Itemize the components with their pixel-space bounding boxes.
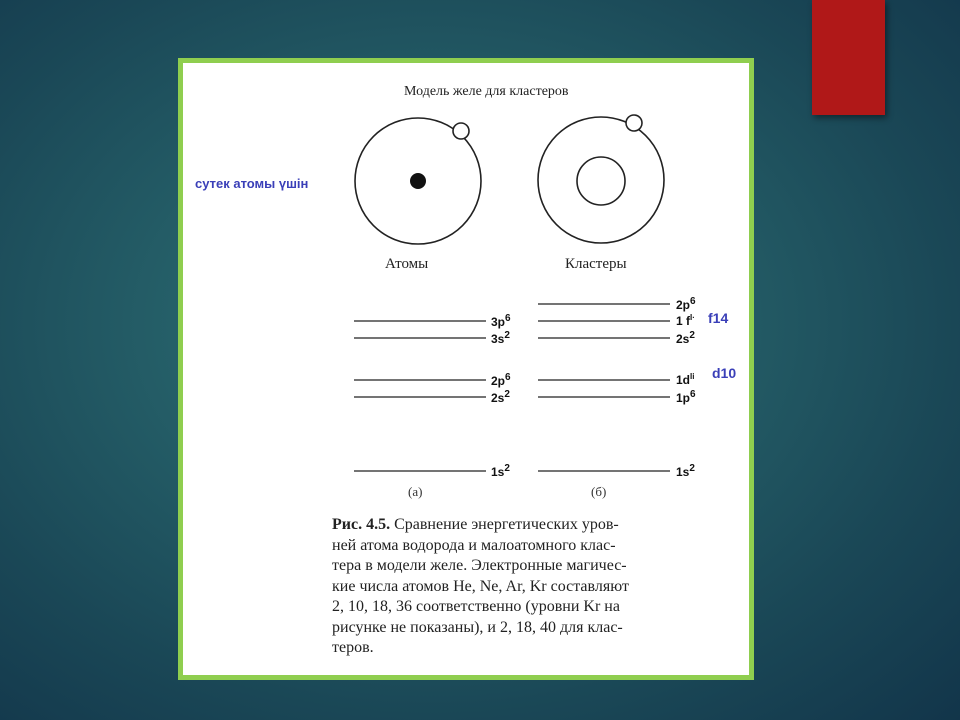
level-label-a-2s: $2s^2$: [491, 389, 510, 405]
level-label-b-1s: $1s^2$: [676, 463, 695, 479]
level-label-a-1s: $1s^2$: [491, 463, 510, 479]
level-label-b-2p: $2p^6$: [676, 296, 696, 312]
caption-line-7: теров.: [332, 639, 374, 656]
caption-line-2: ней атома водорода и малоатомного клас-: [332, 536, 616, 554]
atoms-label: Атомы: [385, 256, 429, 272]
atom-nucleus: [410, 173, 426, 189]
f14-annotation: f14: [708, 310, 729, 326]
caption-line-5: 2, 10, 18, 36 соответственно (уровни Kr на: [332, 598, 620, 615]
caption-line-4: кие числа атомов He, Ne, Ar, Kr составляют: [332, 577, 629, 595]
cluster-inner-core: [577, 157, 625, 205]
d10-annotation: d10: [712, 365, 737, 381]
cluster-outer-shell: [538, 117, 664, 243]
level-label-a-2p: $2p^6$: [491, 372, 511, 388]
atom-electron: [453, 123, 469, 139]
clusters-label: Кластеры: [565, 256, 627, 272]
caption-line-6: рисунке не показаны), и 2, 18, 40 для клас-: [332, 618, 623, 636]
caption-line-3: тера в модели желе. Электронные магичес-: [332, 557, 627, 574]
figure-title: Модель желе для кластеров: [404, 84, 569, 99]
subfigure-b-label: (б): [591, 484, 607, 499]
caption-reference: Рис. 4.5.: [332, 516, 391, 533]
level-label-b-2s: $2s^2$: [676, 330, 695, 346]
level-label-b-1d: $1d^{Ii}$: [676, 372, 695, 387]
level-label-a-3s: $3s^2$: [491, 330, 510, 346]
cluster-electron: [626, 115, 642, 131]
level-label-a-3p: $3p^6$: [491, 313, 511, 329]
level-label-b-1p: $1p^6$: [676, 389, 696, 405]
hydrogen-annotation: сутек атомы үшін: [195, 176, 309, 191]
figure-caption: [332, 515, 742, 659]
subfigure-a-label: (а): [408, 484, 423, 499]
caption-line-1: Рис. 4.5. Сравнение энергетических уров-: [332, 516, 619, 533]
level-label-b-1f: 1 $f^{I\cdot}$: [676, 313, 695, 328]
